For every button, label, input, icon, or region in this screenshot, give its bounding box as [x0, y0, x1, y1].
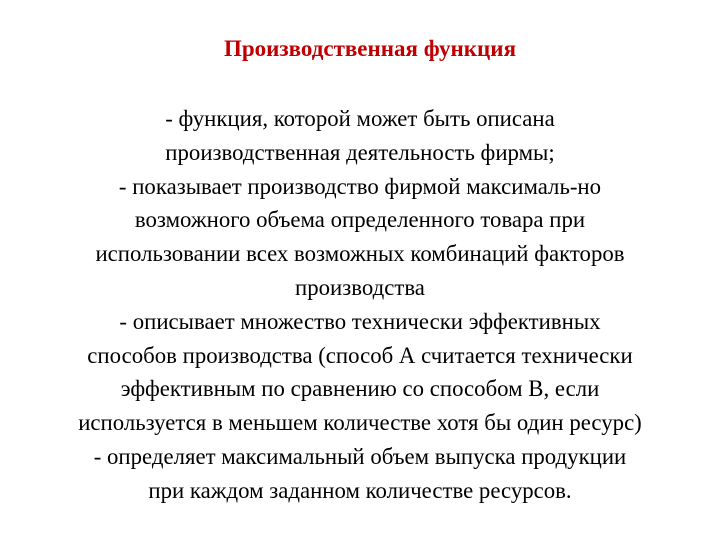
body-line: производства: [295, 274, 425, 300]
body-line: - функция, которой может быть описана: [165, 106, 555, 131]
slide-body: [0, 102, 720, 508]
body-line: способов производства (способ А считается технически: [87, 342, 633, 368]
slide-title: Производственная функция: [223, 36, 517, 61]
body-line: использовании всех возможных комбинаций факторов: [95, 241, 625, 267]
body-line: - показывает производство фирмой максималь-но: [118, 173, 602, 199]
body-line: используется в меньшем количестве хотя бы один ресурс): [78, 410, 642, 436]
body-line: при каждом заданном количестве ресурсов.: [148, 477, 572, 503]
body-line: эффективным по сравнению со способом В, если: [120, 376, 600, 402]
body-line: - описывает множество технически эффективных: [119, 308, 601, 334]
body-line: возможного объема определенного товара при: [134, 207, 586, 233]
body-line: производственная деятельность фирмы;: [165, 139, 555, 165]
body-line: - определяет максимальный объем выпуска продукции: [93, 443, 627, 469]
